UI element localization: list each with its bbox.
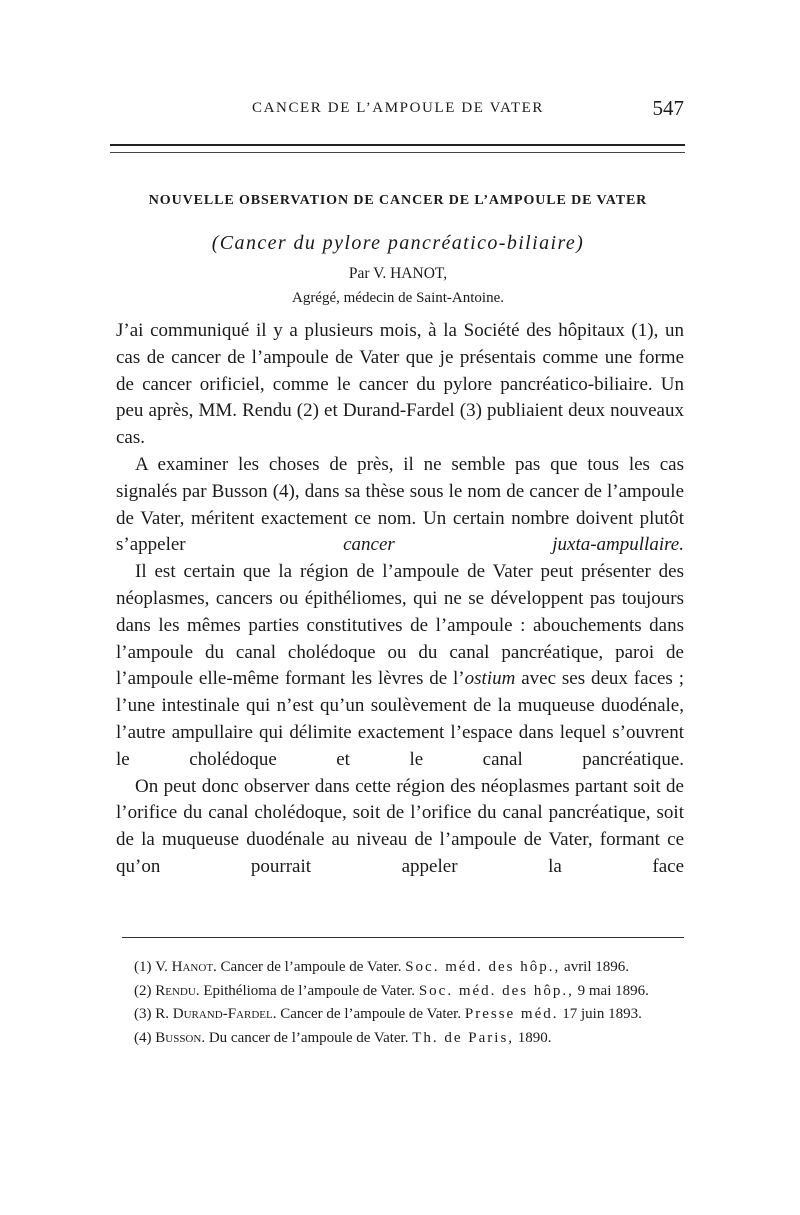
footnote-title: Du cancer de l’ampoule de Vater. [208, 1029, 409, 1046]
running-head [112, 96, 684, 126]
footnote-number: (3) [134, 1006, 152, 1022]
article-title: NOUVELLE OBSERVATION DE CANCER DE L’AMPOULE DE VATER [148, 193, 648, 208]
footnote-journal: Th. de Paris, [412, 1029, 515, 1046]
footnote [116, 1028, 684, 1050]
paragraph-2-italic: cancer juxta-ampullaire. [343, 534, 684, 556]
paragraph-3-text-b: avec ses deux faces ; l’une intestinale qui n’est qu’un soulèvement de la muqueuse duodénale, l’autre ampullaire qui délimite exactement l’espace dans lequel s’ouvrent le cholédoque et le canal pancréatique. [116, 668, 684, 770]
paragraph-3-text-a: Il est certain que la région de l’ampoule de Vater peut présenter des néoplasmes, cancers ou épithéliomes, qui ne se développent pas toujours dans les mêmes parties constitutives de l’ampoule : abouchements dans l’ampoule du canal cholédoque ou du canal pancréatique, paroi de l’ampoule elle-même formant les lèvres de l’ [116, 561, 684, 690]
footnote-number: (2) [134, 982, 152, 999]
footnote [116, 1004, 684, 1026]
paragraph-3-italic: ostium [464, 668, 516, 690]
footnote-number: (4) [134, 1029, 152, 1046]
footnotes [116, 957, 684, 1051]
footnote-author: Busson. [155, 1029, 206, 1046]
footnote-date: 17 juin 1893. [562, 1006, 642, 1022]
author-byline: Par V. HANOT, [348, 265, 448, 282]
footnote-journal: Soc. méd. des hôp., [405, 959, 561, 975]
header-double-rule [110, 144, 685, 153]
footnote-journal: Soc. méd. des hôp., [418, 982, 574, 999]
paragraph-1: J’ai communiqué il y a plusieurs mois, à la Société des hôpitaux (1), un cas de cancer de l’ampoule de Vater que je présentais comme une forme de cancer orificiel, comme le cancer du pylore pancréatico-biliaire. Un peu après, MM. Rendu (2) et Durand-Fardel (3) publiaient deux nouveaux cas. [116, 320, 684, 449]
footnote-title: Epithélioma de l’ampoule de Vater. [203, 982, 416, 999]
footnote-date: 9 mai 1896. [577, 982, 649, 999]
footnote-author: Rendu. [155, 982, 200, 999]
footnote-date: 1890. [517, 1029, 552, 1046]
article-subtitle: (Cancer du pylore pancréatico-biliaire) [211, 232, 585, 254]
paragraph-2 [116, 452, 684, 559]
footnote-author: V. Hanot. [155, 959, 217, 975]
footnote-author: R. Durand-Fardel. [155, 1006, 277, 1022]
article-body [116, 318, 684, 881]
footnote-rule [122, 937, 684, 938]
footnote-title: Cancer de l’ampoule de Vater. [220, 959, 402, 975]
footnote-journal: Presse méd. [464, 1006, 559, 1022]
paragraph-4: On peut donc observer dans cette région des néoplasmes partant soit de l’orifice du canal cholédoque, soit de l’orifice du canal pancréatique, soit de la muqueuse duodénale au niveau de l’ampoule de Vater, formant ce qu’on pourrait appeler la face [116, 775, 684, 877]
footnote-number: (1) [134, 959, 152, 975]
author-affiliation: Agrégé, médecin de Saint-Antoine. [291, 290, 504, 306]
footnote-title: Cancer de l’ampoule de Vater. [280, 1006, 462, 1022]
running-title: CANCER DE L’AMPOULE DE VATER [251, 100, 545, 116]
paragraph-2-text: A examiner les choses de près, il ne semble pas que tous les cas signalés par Busson (4), dans sa thèse sous le nom de cancer de l’ampoule de Vater, méritent exactement ce nom. Un certain nombre doivent plutôt s’appeler [116, 453, 684, 556]
footnote [116, 981, 684, 1003]
paragraph-3 [116, 559, 684, 773]
footnote-date: avril 1896. [564, 959, 630, 975]
page-number: 547 [652, 96, 684, 120]
footnote [116, 957, 684, 979]
